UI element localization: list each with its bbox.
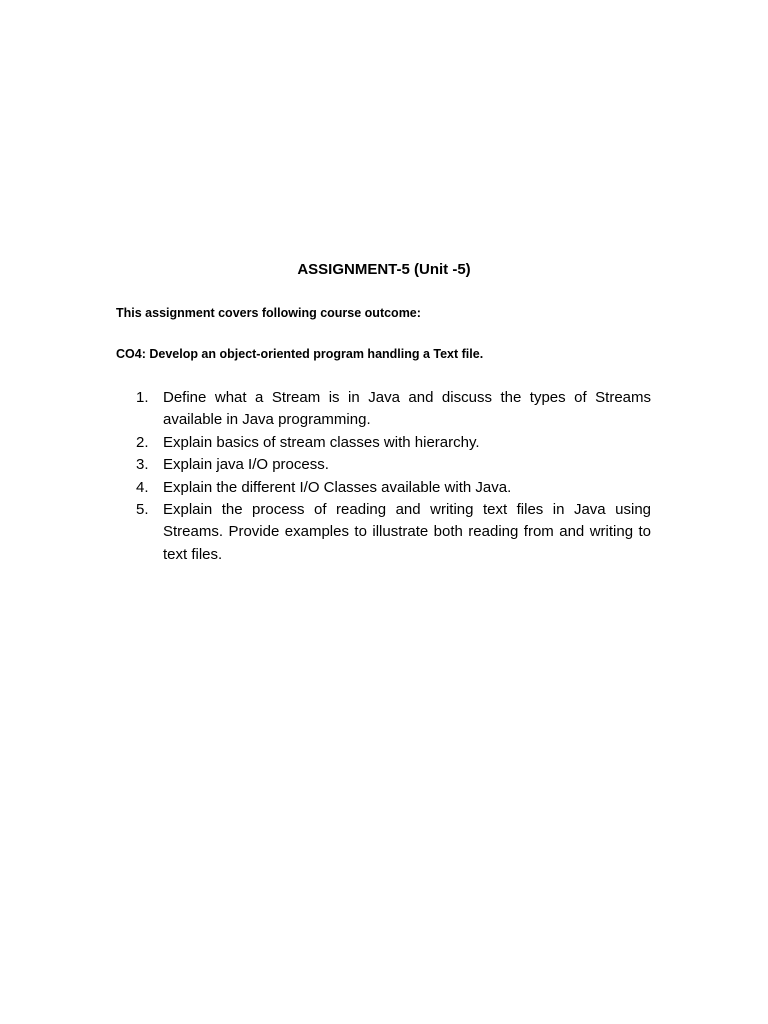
question-text: Explain the different I/O Classes available with Java. bbox=[163, 478, 512, 496]
question-item bbox=[136, 432, 651, 454]
question-number: 3. bbox=[136, 456, 149, 474]
question-item bbox=[136, 477, 651, 499]
question-list bbox=[136, 387, 651, 566]
question-text: Explain basics of stream classes with hierarchy. bbox=[163, 433, 480, 451]
question-text: Explain the process of reading and writing text files in Java using Streams. Provide examples to illustrate both reading from and writing to text files. bbox=[163, 501, 651, 563]
question-item bbox=[136, 387, 651, 432]
question-number: 2. bbox=[136, 433, 149, 451]
question-number: 4. bbox=[136, 478, 149, 496]
question-text: Define what a Stream is in Java and discuss the types of Streams available in Java programming. bbox=[163, 389, 651, 429]
question-item bbox=[136, 454, 651, 476]
question-number: 1. bbox=[136, 389, 149, 406]
question-text: Explain java I/O process. bbox=[163, 456, 329, 474]
course-outcome: CO4: Develop an object-oriented program handling a Text file. bbox=[116, 347, 484, 361]
question-number: 5. bbox=[136, 501, 149, 519]
question-item bbox=[136, 499, 651, 566]
intro-text: This assignment covers following course outcome: bbox=[116, 306, 421, 320]
assignment-title: ASSIGNMENT-5 (Unit -5) bbox=[297, 261, 471, 278]
